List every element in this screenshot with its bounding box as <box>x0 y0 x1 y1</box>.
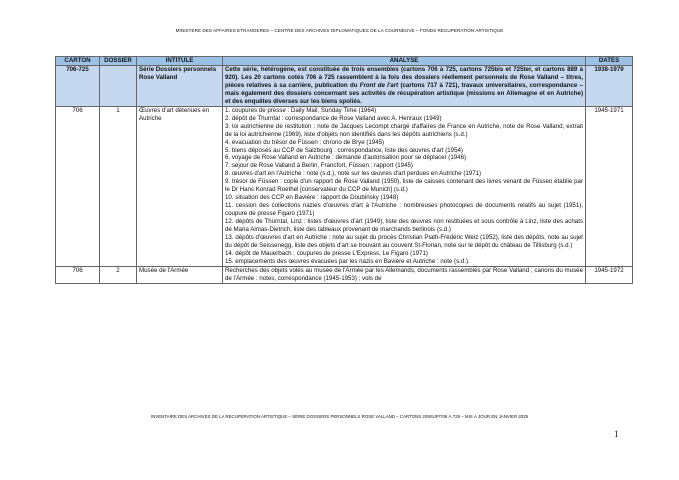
row-dossier: 1 <box>100 106 137 266</box>
row-carton: 706 <box>56 106 100 266</box>
column-header-carton: CARTON <box>56 57 100 66</box>
analyse-item: Recherches des objets volés au musée de l'Armée par les Allemands, documents rassemblés par Rose Valland ; canons du musée de l'Armée : notes, correspondance (1945-1953) ; vols de <box>225 266 583 282</box>
analyse-item: 1. coupures de presse : Daily Mail, Sunday Time (1964) <box>225 106 377 114</box>
page-footer: INVENTAIRE DES ARCHIVES DE LA RECUPERATION ARTISTIQUE – SÉRIE DOSSIERS PERSONNELS ROSE VALLAND – CARTONS 209SUP/706 À 725 – MIS À JOUR EN JANVIER 2025 <box>150 414 529 419</box>
column-header-intitule: INTITULE <box>137 57 223 66</box>
series-analyse <box>223 66 586 107</box>
analyse-item: 2. dépôt de Thurntal : correspondance de Rose Valland avec A. Henraux (1949) <box>225 114 442 122</box>
analyse-item: 14. dépôt de Mauerbach : coupures de presse L'Express, Le Figaro (1971) <box>225 249 428 257</box>
series-analyse-title: Front de l'art <box>359 81 399 89</box>
analyse-item: 11. cession des collections nazies d'œuvres d'art à l'Autriche : nombreuses photocopies de documents relatifs au sujet (1951), coupure de presse Figaro (1971) <box>225 202 583 218</box>
analyse-item: 5. biens déposés au CCP de Salzbourg : correspondance, liste des œuvres d'art (1954) <box>225 146 463 154</box>
page-header: MINISTERE DES AFFAIRES ETRANGERES – CENTRE DES ARCHIVES DIPLOMATIQUES DE LA COURNEUVE – FONDS RECUPERATION ARTISTIQUE <box>175 28 504 33</box>
series-analyse-intro: Cette série, hétérogène, est constituée de trois ensembles (cartons 706 à 725, cartons 725bis et 725ter, et cartons 889 à 920). Les 20 cartons cotés 706 à 725 rassemblent à la fois des dossiers réellement personnels de Rose Valland – titres, pièces relatives à sa carrière, publication du <box>225 66 583 89</box>
series-carton: 706-725 <box>56 66 100 107</box>
series-dates: 1938-1979 <box>586 66 633 107</box>
analyse-item: 7. séjour de Rose Valland à Berlin, Francfort, Füssen : rapport (1945) <box>225 162 413 170</box>
row-analyse <box>223 106 586 266</box>
table-header-row <box>56 57 633 66</box>
row-dates: 1945-1971 <box>586 106 633 266</box>
row-intitule: Œuvres d'art détenues en Autriche <box>137 106 223 266</box>
series-intitule: Série Dossiers personnels Rose Valland <box>137 66 223 107</box>
analyse-item: 10. situation des CCP en Bavière : rapport de Doubinsky (1948) <box>225 194 399 202</box>
analyse-item: 8. œuvres d'art en l'Autriche : note (s.d.), note sur les œuvres d'art perdues en Autriche (1971) <box>225 170 482 178</box>
analyse-item: 13. dépôts d'œuvres d'art en Autriche : note au sujet du procès Christian Piath-Frédéric Weiz (1952), liste des dépôts, note au sujet du dépôt de Seissenegg, liste des objets d'art se trouvant au couvent St-Florian, note sur le dépôt du château de Tillisburg (s.d.) <box>225 234 583 249</box>
column-header-dates: DATES <box>586 57 633 66</box>
table-row <box>56 266 633 283</box>
analyse-item: 4. évacuation du trésor de Füssen : chrono de Brye (1945) <box>225 138 385 146</box>
series-dossier <box>100 66 137 107</box>
analyse-item: 3. loi autrichienne de restitution : note de Jacques Lecompt chargé d'affaires de France en Autriche, note de Rose Valland, extrait de la loi autrichienne (1969), liste d'objets non identifiés dans les dépôts autrichiens (s.d.) <box>225 122 583 138</box>
series-row <box>56 66 633 107</box>
column-header-analyse: ANALYSE <box>223 57 586 66</box>
analyse-item: 15. emplacements des œuvres évacuées par les nazis en Bavière et Autriche : note (s.d.). <box>225 257 470 265</box>
row-analyse <box>223 266 586 283</box>
column-header-dossier: DOSSIER <box>100 57 137 66</box>
analyse-item: 12. dépôts de Thürntal, Linz : listes d'œuvres d'art (1949), liste des œuvres non restituées et sous contrôle à Linz, liste des achats de Maria Almas-Dietrich, liste des tableaux provenant de marchands berlinois (s.d.) <box>225 218 583 234</box>
analyse-item: 9. trésor de Füssen : copie d'un rapport de Rose Valland (1950), liste de caisses contenant des livres venant de Füssen établie par le Dr Hans Konrad Roethel [conservateur du CCP de Munich] (s.d.) <box>225 178 583 194</box>
row-intitule: Musée de l'Armée <box>137 266 223 283</box>
row-dates: 1945-1972 <box>586 266 633 283</box>
page-number: 1 <box>614 429 619 439</box>
table-row <box>56 106 633 266</box>
row-carton: 706 <box>56 266 100 283</box>
row-dossier: 2 <box>100 266 137 283</box>
series-analyse-rest: (cartons 717 à 721), travaux universitaires, correspondance – mais également des dossiers concernant ses activités de récupération artistique (missions en Allemagne et en Autriche) et des enquêtes diverses sur les biens spoliés. <box>225 81 583 105</box>
inventory-table <box>55 56 633 284</box>
analyse-item: 6. voyage de Rose Valland en Autriche : demande d'autorisation pour se déplacer (1946) <box>225 154 467 162</box>
